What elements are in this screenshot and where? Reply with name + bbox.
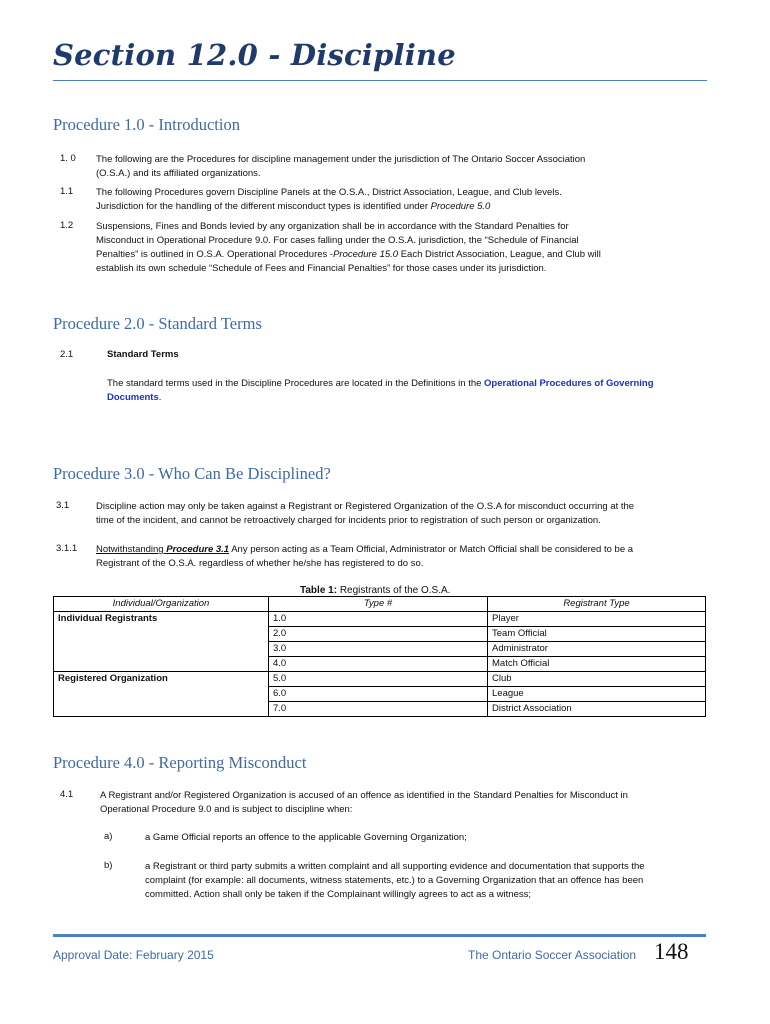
table-cell: Club xyxy=(488,672,706,687)
approval-date: Approval Date: February 2015 xyxy=(53,948,214,962)
table-cell xyxy=(54,627,269,642)
title-rule xyxy=(53,80,707,81)
table-cell: Administrator xyxy=(488,642,706,657)
table-cell: 2.0 xyxy=(269,627,488,642)
item-number: 4.1 xyxy=(60,789,74,800)
list-label: b) xyxy=(104,860,113,871)
table-cell: 1.0 xyxy=(269,612,488,627)
table-cell: League xyxy=(488,687,706,702)
table-header: Registrant Type xyxy=(488,597,706,612)
item-number: 3.1.1 xyxy=(56,543,78,554)
standard-terms-text: The standard terms used in the Discipline Procedures are located in the Definitions in the Operational Procedures of Governing Documents. xyxy=(107,378,654,403)
table-caption: Table 1: Registrants of the O.S.A. xyxy=(300,585,451,596)
table-row xyxy=(54,687,706,702)
governing-documents-link[interactable]: Operational Procedures of Governing xyxy=(484,378,654,389)
table-cell: 3.0 xyxy=(269,642,488,657)
table-cell: Team Official xyxy=(488,627,706,642)
table-cell: 5.0 xyxy=(269,672,488,687)
standard-terms-subhead: Standard Terms xyxy=(107,349,179,360)
item-3-1-text: Discipline action may only be taken against a Registrant or Registered Organization of the O.S.A for misconduct occurring at the time of the incident, and cannot be retroactively charged for incidents prior to registration of such person or organization. xyxy=(96,501,635,526)
table-cell: 4.0 xyxy=(269,657,488,672)
governing-documents-link-cont[interactable]: Documents xyxy=(107,392,159,403)
procedure-4-heading: Procedure 4.0 - Reporting Misconduct xyxy=(53,753,307,772)
table-cell: 7.0 xyxy=(269,702,488,717)
table-row xyxy=(54,657,706,672)
item-number: 1. 0 xyxy=(60,153,76,164)
item-3-1-1-text: Notwithstanding Procedure 3.1 Any person acting as a Team Official, Administrator or Match Official shall be considered to be a Registrant of the O.S.A. regardless of whether he/she has registered to do so. xyxy=(96,544,634,569)
item-1-0-text: The following are the Procedures for discipline management under the jurisdiction of The Ontario Soccer Association (O.S.A.) and its affiliated organizations. xyxy=(96,154,586,179)
table-row xyxy=(54,627,706,642)
item-number: 1.1 xyxy=(60,186,74,197)
item-number: 2.1 xyxy=(60,349,74,360)
table-cell: Player xyxy=(488,612,706,627)
registrants-table xyxy=(53,596,706,717)
table-cell xyxy=(54,657,269,672)
item-4-1-a-text: a Game Official reports an offence to the applicable Governing Organization; xyxy=(145,832,467,843)
item-4-1-text: A Registrant and/or Registered Organization is accused of an offence as identified in the Standard Penalties for Misconduct in Operational Procedure 9.0 and is subject to discipline when: xyxy=(100,790,628,815)
table-cell: Individual Registrants xyxy=(54,612,269,627)
table-cell xyxy=(54,687,269,702)
item-number: 3.1 xyxy=(56,500,70,511)
procedure-3-heading: Procedure 3.0 - Who Can Be Disciplined? xyxy=(53,464,331,483)
footer-rule xyxy=(53,934,706,937)
table-cell: 6.0 xyxy=(269,687,488,702)
item-4-1-b-text: a Registrant or third party submits a written complaint and all supporting evidence and documentation that supports the complaint (for example: all documents, witness statements, etc.) to a Governing Organization that an offence has been committed. Action shall only be taken if the Complainant willingly agrees to act as a witness; xyxy=(145,861,645,900)
list-label: a) xyxy=(104,831,113,842)
table-cell: Match Official xyxy=(488,657,706,672)
table-row xyxy=(54,702,706,717)
table-row xyxy=(54,642,706,657)
table-row xyxy=(54,612,706,627)
procedure-1-heading: Procedure 1.0 - Introduction xyxy=(53,115,240,134)
table-cell xyxy=(54,702,269,717)
table-cell: Registered Organization xyxy=(54,672,269,687)
table-header: Individual/Organization xyxy=(54,597,269,612)
item-number: 1.2 xyxy=(60,220,74,231)
table-cell xyxy=(54,642,269,657)
section-title: Section 12.0 - Discipline xyxy=(53,38,456,72)
footer-organization: The Ontario Soccer Association xyxy=(468,948,637,962)
item-1-1-text: The following Procedures govern Discipline Panels at the O.S.A., District Association, League, and Club levels. Jurisdiction for the handling of the different misconduct types is identified under Procedure 5.0 xyxy=(96,187,562,212)
procedure-2-heading: Procedure 2.0 - Standard Terms xyxy=(53,314,262,333)
page-number: 148 xyxy=(654,939,689,964)
table-header-row xyxy=(54,597,706,612)
table-row xyxy=(54,672,706,687)
table-header: Type # xyxy=(269,597,488,612)
item-1-2-text: Suspensions, Fines and Bonds levied by any organization shall be in accordance with the Standard Penalties for Misconduct in Operational Procedure 9.0. For cases falling under the O.S.A. jurisdiction, the “Schedule of Financial Penalties” is outlined in O.S.A. Operational Procedures -Procedure 15.0 Each District Association, League, and Club will establish its own schedule “Schedule of Fees and Financial Penalties” for those cases under its jurisdiction. xyxy=(96,221,601,274)
table-cell: District Association xyxy=(488,702,706,717)
